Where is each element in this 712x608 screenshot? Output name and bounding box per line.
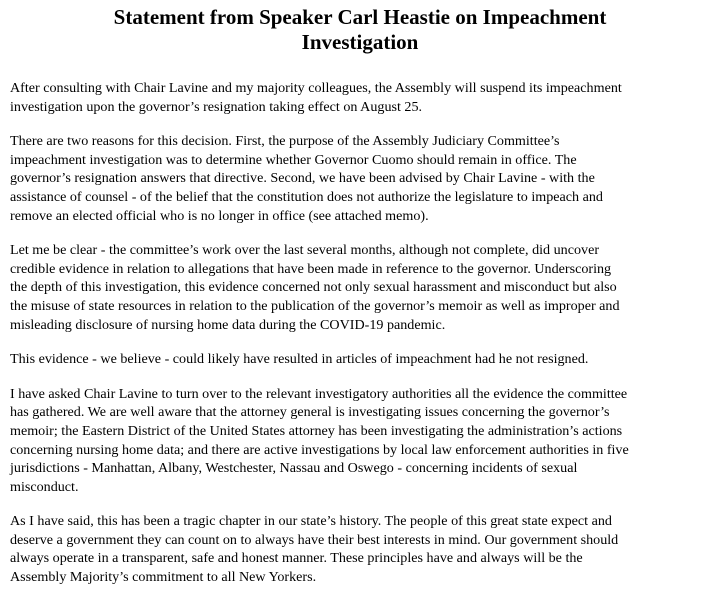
- title-line: Statement from Speaker Carl Heastie on Impeachment: [113, 5, 607, 29]
- text-line: the misuse of state resources in relation to the publication of the governor’s memoir as well as improper and: [10, 297, 620, 314]
- paragraph-2: [10, 132, 712, 225]
- text-line: deserve a government they can count on to always have their best interests in mind. Our government should: [10, 531, 619, 548]
- text-line: remove an elected official who is no longer in office (see attached memo).: [10, 207, 429, 224]
- text-line: This evidence - we believe - could likely have resulted in articles of impeachment had he not resigned.: [10, 351, 589, 368]
- text-line: As I have said, this has been a tragic chapter in our state’s history. The people of this great state expect and: [10, 513, 612, 530]
- text-line: memoir; the Eastern District of the United States attorney has been investigating the administration’s actions: [10, 422, 623, 439]
- title-line: Investigation: [301, 30, 419, 54]
- text-line: always operate in a transparent, safe and honest manner. These principles have and always will be the: [10, 550, 583, 567]
- text-line: assistance of counsel - of the belief that the constitution does not authorize the legislature to impeach and: [10, 188, 603, 205]
- text-line: I have asked Chair Lavine to turn over to the relevant investigatory authorities all the evidence the committee: [10, 385, 628, 402]
- paragraph-6: [10, 512, 712, 586]
- text-line: concerning nursing home data; and there are active investigations by local law enforcement authorities in five: [10, 441, 629, 458]
- text-line: After consulting with Chair Lavine and my majority colleagues, the Assembly will suspend its impeachment: [10, 80, 622, 96]
- statement-body: [10, 79, 712, 603]
- text-line: Assembly Majority’s commitment to all New Yorkers.: [10, 569, 317, 586]
- text-line: There are two reasons for this decision. First, the purpose of the Assembly Judiciary Committee’s: [10, 133, 560, 150]
- text-line: governor’s resignation answers that directive. Second, we have been advised by Chair Lavine - with the: [10, 170, 595, 187]
- statement-title: [20, 5, 700, 55]
- paragraph-4: [10, 350, 712, 369]
- text-line: investigation upon the governor’s resignation taking effect on August 25.: [10, 98, 423, 115]
- paragraph-5: [10, 385, 712, 497]
- text-line: credible evidence in relation to allegations that have been made in reference to the governor. Underscoring: [10, 260, 612, 277]
- paragraph-3: [10, 241, 712, 334]
- text-line: jurisdictions - Manhattan, Albany, Westchester, Nassau and Oswego - concerning incidents of sexual: [10, 460, 578, 477]
- text-line: misconduct.: [10, 478, 79, 495]
- text-line: Let me be clear - the committee’s work over the last several months, although not complete, did uncover: [10, 242, 600, 259]
- paragraph-1: [10, 79, 712, 116]
- text-line: has gathered. We are well aware that the attorney general is investigating issues concerning the governor’s: [10, 404, 610, 421]
- text-line: the depth of this investigation, this evidence concerned not only sexual harassment and misconduct but also: [10, 279, 617, 296]
- text-line: impeachment investigation was to determine whether Governor Cuomo should remain in office. The: [10, 151, 577, 168]
- text-line: misleading disclosure of nursing home data during the COVID-19 pandemic.: [10, 316, 446, 333]
